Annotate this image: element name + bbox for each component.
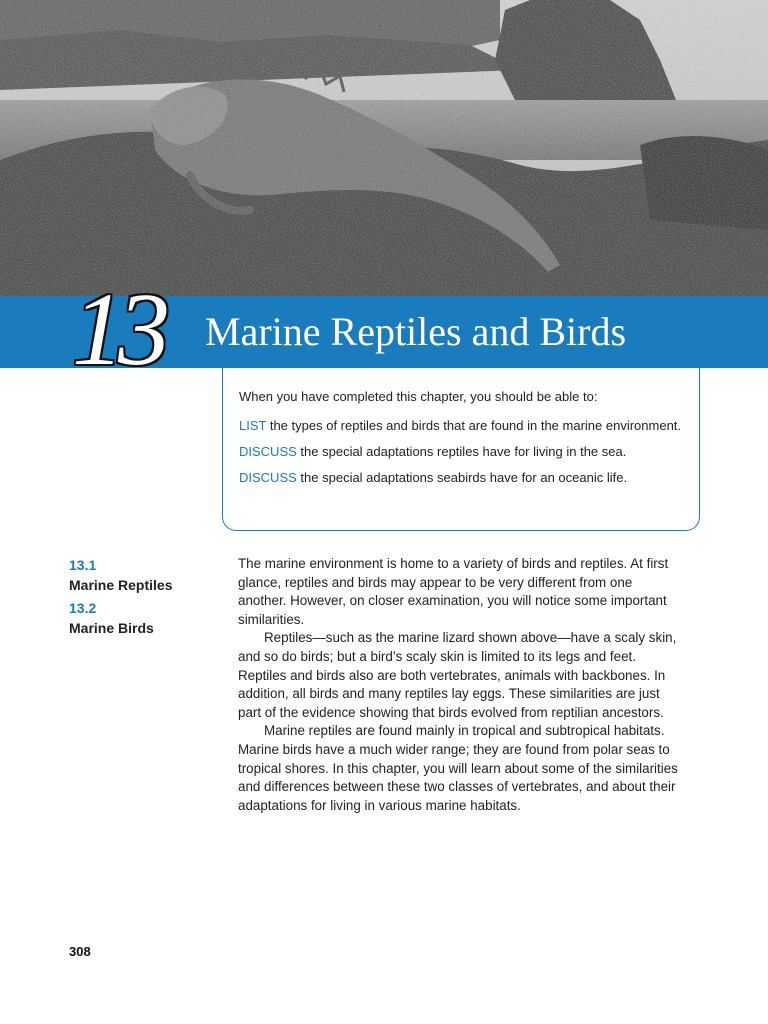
objective-verb: DISCUSS: [239, 444, 297, 459]
objective-text: the types of reptiles and birds that are found in the marine environment.: [269, 418, 682, 433]
section-number: 13.2: [69, 600, 97, 616]
page-number: 308: [69, 944, 91, 959]
chapter-intro-text: [238, 555, 678, 815]
body-paragraph: Marine reptiles are found mainly in tropical and subtropical habitats. Marine birds have a much wider range; they are found from polar seas to tropical shores. In this chapter, you will learn about some of the similarities and differences between these two classes of vertebrates, and about their adaptations for living in various marine habitats.: [238, 723, 678, 813]
objective-text: the special adaptations seabirds have for an oceanic life.: [300, 470, 628, 485]
chapter-number: 13: [72, 272, 164, 387]
objective-item: [239, 443, 683, 460]
section-title: Marine Reptiles: [69, 577, 173, 593]
objective-item: [239, 417, 683, 434]
body-paragraph: The marine environment is home to a variety of birds and reptiles. At first glance, reptiles and birds may appear to be very different from one another. However, on closer examination, you will notice some important similarities.: [238, 556, 669, 627]
section-list: [69, 555, 219, 641]
learning-objectives-box: [222, 368, 700, 531]
objective-verb: LIST: [239, 418, 267, 433]
section-title: Marine Birds: [69, 620, 154, 636]
body-paragraph: Reptiles—such as the marine lizard shown above—have a scaly skin, and so do birds; but a bird’s scaly skin is limited to its legs and feet. Reptiles and birds also are both vertebrates, animals with backbones. In addition, all birds and many reptiles lay eggs. These similarities are just part of the evidence showing that birds evolved from reptilian ancestors.: [238, 630, 677, 720]
objectives-intro: When you have completed this chapter, you should be able to:: [239, 389, 598, 404]
objective-item: [239, 469, 683, 486]
objective-verb: DISCUSS: [239, 470, 297, 485]
marine-iguana-photo: [0, 0, 768, 296]
chapter-title: Marine Reptiles and Birds: [205, 309, 627, 354]
objective-text: the special adaptations reptiles have for living in the sea.: [300, 444, 627, 459]
section-number: 13.1: [69, 557, 97, 573]
